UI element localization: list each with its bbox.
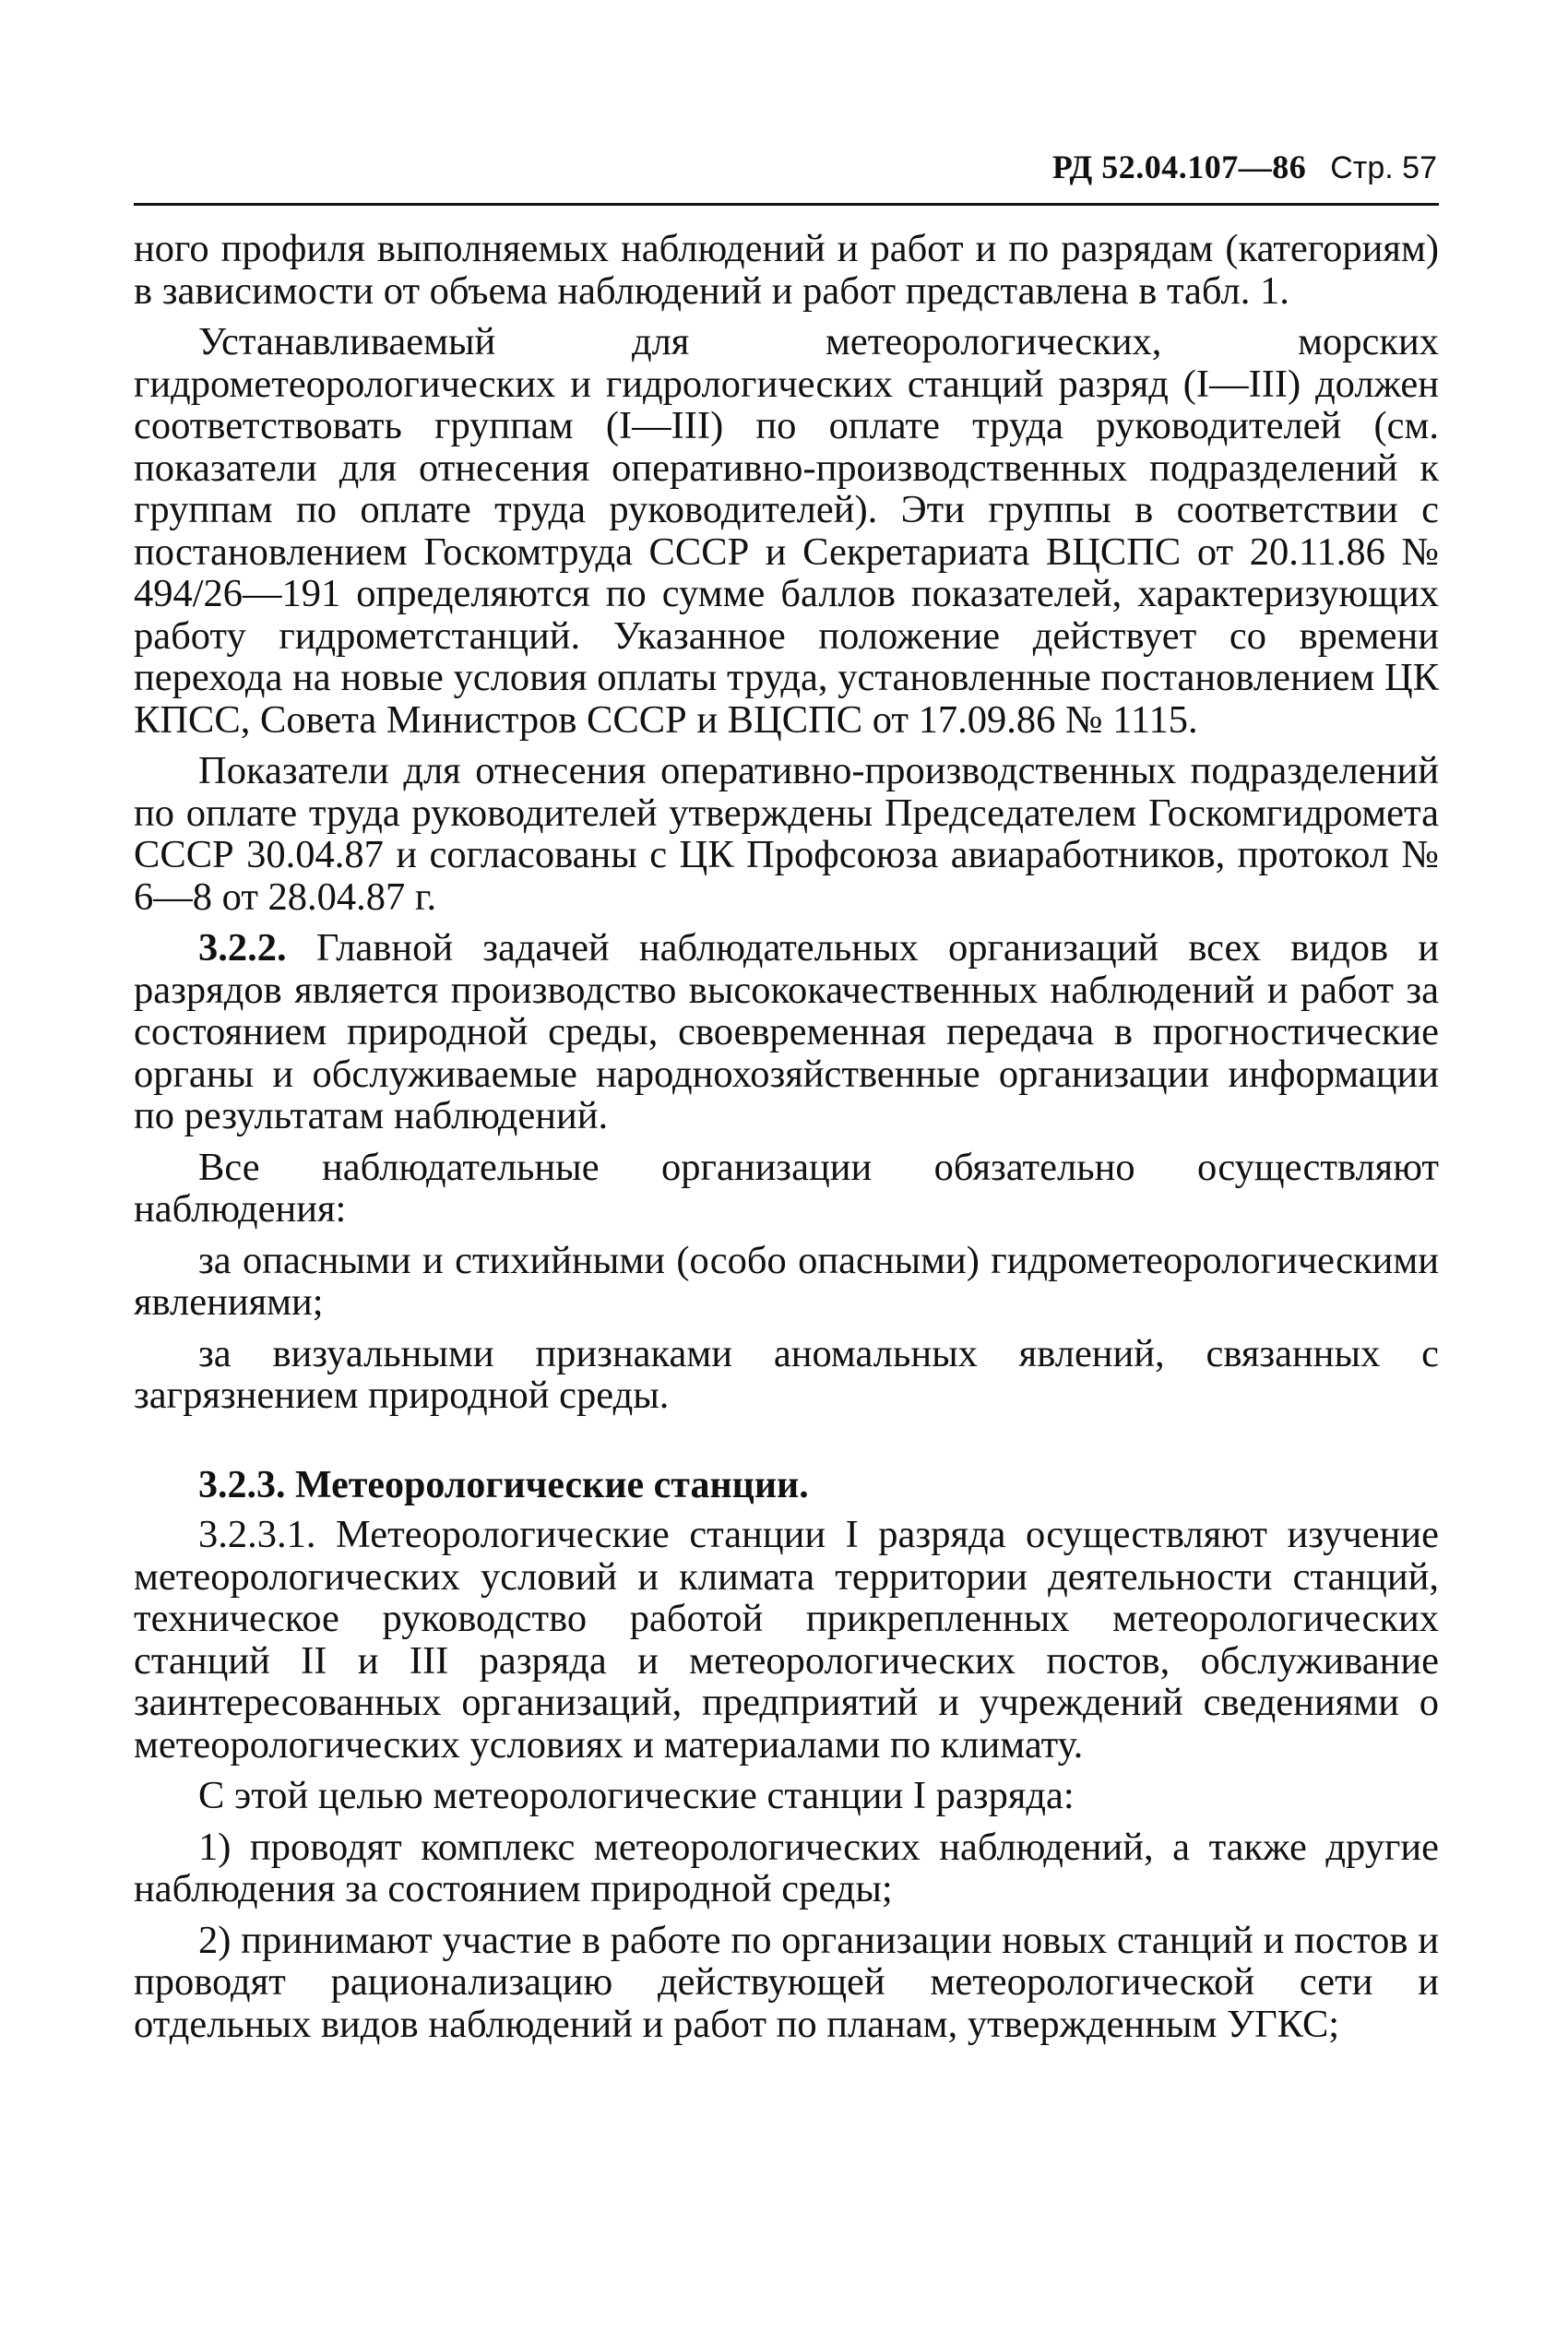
clause-text: Главной задачей наблюдательных организаций всех видов и разрядов является производство высококачественных наблюдений и работ за состоянием природной среды, своевременная передача в прогностические органы и обслуживаемые народнохозяйственные организации информации по результатам наблюдений. <box>134 926 1439 1137</box>
paragraph-continuation: ного профиля выполняемых наблюдений и работ и по разрядам (категориям) в зависимости от объема наблюдений и работ представлена в табл. 1. <box>134 227 1439 313</box>
paragraph-purpose: С этой целью метеорологические станции I разряда: <box>198 1774 1075 1817</box>
paragraph-category-rules: Устанавливаемый для метеорологических, морских гидрометеорологических и гидрологических станций разряд (I—III) должен соответствовать группам (I—III) по оплате труда руководителей (см. показатели для отнесения оперативно-производственных подразделений к группам по оплате труда руководителей). Эти группы в соответствии с постановлением Госкомтруда СССР и Секретариата ВЦСПС от 20.11.86 № 494/26—191 определяются по сумме баллов показателей, характеризующих работу гидрометстанций. Указанное положение действует со времени перехода на новые условия оплаты труда, установленные постановлением ЦК КПСС, Совета Министров СССР и ВЦСПС от 17.09.86 № 1115. <box>134 320 1439 742</box>
page-header <box>134 148 1439 186</box>
document-page <box>134 148 1439 2054</box>
clause-number: 3.2.2. <box>198 926 287 970</box>
paragraph-hazard-observations: за опасными и стихийными (особо опасными) гидрометеорологическими явлениями; <box>134 1238 1439 1324</box>
paragraph-anomaly-observations: за визуальными признаками аномальных явлений, связанных с загрязнением природной среды. <box>134 1331 1439 1417</box>
list-item-2: 2) принимают участие в работе по организации новых станций и постов и проводят рационализацию действующей метеорологической сети и отдельных видов наблюдений и работ по планам, утвержденным УГКС; <box>134 1918 1439 2046</box>
paragraph-station-duties: 3.2.3.1. Метеорологические станции I разряда осуществляют изучение метеорологических условий и климата территории деятельности станций, техническое руководство работой прикрепленных метеорологических станций II и III разряда и метеорологических постов, обслуживание заинтересованных организаций, предприятий и учреждений сведениями о метеорологических условиях и материалами по климату. <box>134 1513 1439 1767</box>
paragraph-observations-intro: Все наблюдательные организации обязательно осуществляют наблюдения: <box>134 1145 1439 1231</box>
section-heading: 3.2.3. Метеорологические станции. <box>198 1463 809 1506</box>
paragraph-indicators: Показатели для отнесения оперативно-производственных подразделений по оплате труда руководителей утверждены Председателем Госкомгидромета СССР 30.04.87 и согласованы с ЦК Профсоюза авиаработников, протокол № 6—8 от 28.04.87 г. <box>134 749 1439 919</box>
page-number: Стр. 57 <box>1330 150 1437 185</box>
header-rule <box>134 203 1439 206</box>
document-body <box>134 228 1439 2045</box>
list-item-1: 1) проводят комплекс метеорологических наблюдений, а также другие наблюдения за состоянием природной среды; <box>134 1825 1439 1910</box>
document-code: РД 52.04.107—86 <box>1051 149 1307 185</box>
paragraph-main-task <box>134 927 1439 1137</box>
